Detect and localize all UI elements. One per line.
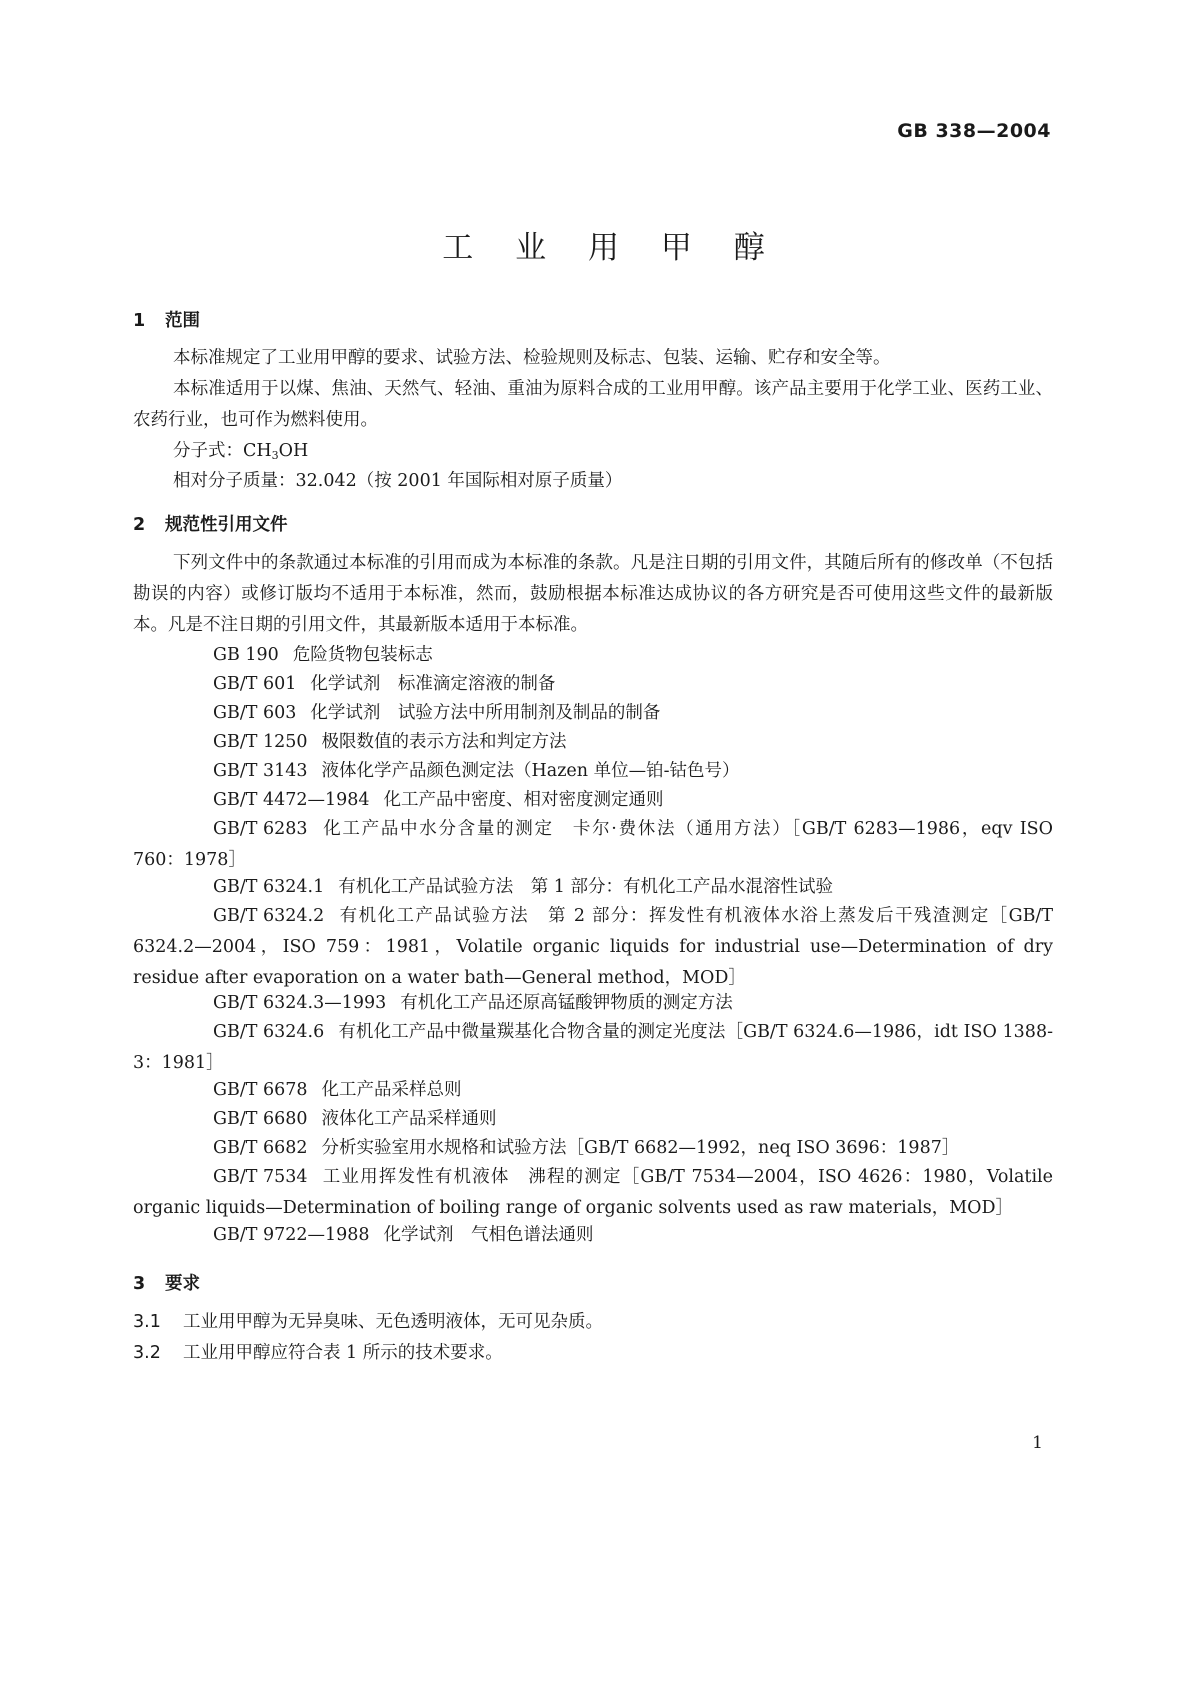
clause-text: 工业用甲醇为无异臭味、无色透明液体，无可见杂质。	[183, 1312, 603, 1332]
reference-item	[133, 698, 1053, 729]
reference-code: GB/T 3143	[213, 761, 308, 781]
reference-code: GB/T 6678	[213, 1080, 308, 1100]
reference-title: 化工产品采样总则	[321, 1080, 462, 1100]
paragraph: 下列文件中的条款通过本标准的引用而成为本标准的条款。凡是注日期的引用文件，其随后所有的修改单（不包括勘误的内容）或修订版均不适用于本标准，然而，鼓励根据本标准达成协议的各方研究是否可使用这些文件的最新版本。凡是不注日期的引用文件，其最新版本适用于本标准。	[133, 553, 1053, 635]
section-number: 1	[133, 311, 146, 331]
reference-code: GB/T 6682	[213, 1138, 308, 1158]
formula-subscript: 3	[271, 449, 279, 462]
reference-title: 危险货物包装标志	[292, 645, 433, 665]
reference-code: GB/T 6283	[213, 819, 308, 839]
reference-title: 有机化工产品试验方法 第 1 部分：有机化工产品水混溶性试验	[338, 877, 833, 897]
reference-item	[133, 640, 1053, 671]
molecular-mass: 相对分子质量：32.042（按 2001 年国际相对原子质量）	[173, 471, 623, 491]
reference-title: 化学试剂 气相色谱法通则	[383, 1225, 594, 1245]
reference-code: GB/T 4472—1984	[213, 790, 370, 810]
reference-title: 有机化工产品还原高锰酸钾物质的测定方法	[400, 993, 733, 1013]
reference-item	[133, 1133, 1053, 1164]
formula-label: 分子式：CH	[173, 441, 272, 461]
reference-item	[133, 901, 1053, 994]
clause-item	[133, 1307, 603, 1338]
paragraph: 本标准规定了工业用甲醇的要求、试验方法、检验规则及标志、包装、运输、贮存和安全等。	[173, 348, 891, 368]
reference-item	[133, 727, 1053, 758]
reference-item	[133, 1220, 1053, 1251]
reference-title: 化工产品中水分含量的测定 卡尔·费休法（通用方法）［GB/T 6283—1986，eqv ISO 760：1978］	[133, 819, 1053, 870]
reference-title: 极限数值的表示方法和判定方法	[321, 732, 567, 752]
clause-number: 3.1	[133, 1312, 161, 1332]
reference-item	[133, 1075, 1053, 1106]
reference-title: 有机化工产品中微量羰基化合物含量的测定光度法［GB/T 6324.6—1986，idt ISO 1388-3：1981］	[133, 1022, 1053, 1073]
clause-number: 3.2	[133, 1343, 161, 1363]
formula-tail: OH	[278, 441, 309, 461]
section-number: 3	[133, 1274, 146, 1294]
reference-title: 有机化工产品试验方法 第 2 部分：挥发性有机液体水浴上蒸发后干残渣测定［GB/T 6324.2—2004，ISO 759：1981，Volatile organic liquids for industrial use—Determination of dry residue after evaporation on a water bath—General method，MOD］	[133, 906, 1053, 988]
reference-title: 化学试剂 标准滴定溶液的制备	[310, 674, 556, 694]
section-1-heading	[133, 307, 200, 332]
document-title: 工 业 用 甲 醇	[442, 230, 781, 266]
reference-title: 工业用挥发性有机液体 沸程的测定［GB/T 7534—2004，ISO 4626：1980，Volatile organic liquids—Determination of boiling range of organic solvents used as raw materials，MOD］	[133, 1167, 1053, 1218]
reference-title: 化学试剂 试验方法中所用制剂及制品的制备	[310, 703, 661, 723]
section-3-heading	[133, 1270, 200, 1295]
clause-text: 工业用甲醇应符合表 1 所示的技术要求。	[183, 1343, 503, 1363]
section-title: 要求	[165, 1274, 200, 1294]
reference-title: 液体化学产品颜色测定法（Hazen 单位—铂-钴色号）	[321, 761, 740, 781]
reference-code: GB/T 601	[213, 674, 297, 694]
section-title: 规范性引用文件	[165, 515, 288, 535]
reference-code: GB/T 6324.1	[213, 877, 325, 897]
section-title: 范围	[165, 311, 200, 331]
section-number: 2	[133, 515, 146, 535]
reference-item	[133, 785, 1053, 816]
reference-item	[133, 1017, 1053, 1079]
reference-title: 化工产品中密度、相对密度测定通则	[383, 790, 664, 810]
paragraph: 本标准适用于以煤、焦油、天然气、轻油、重油为原料合成的工业用甲醇。该产品主要用于化学工业、医药工业、农药行业，也可作为燃料使用。	[133, 379, 1053, 430]
reference-code: GB/T 6324.2	[213, 906, 325, 926]
reference-title: 分析实验室用水规格和试验方法［GB/T 6682—1992，neq ISO 3696：1987］	[321, 1138, 960, 1158]
reference-item	[133, 756, 1053, 787]
reference-item	[133, 988, 1053, 1019]
reference-code: GB/T 603	[213, 703, 297, 723]
reference-title: 液体化工产品采样通则	[321, 1109, 497, 1129]
reference-code: GB/T 6680	[213, 1109, 308, 1129]
reference-item	[133, 669, 1053, 700]
reference-code: GB/T 9722—1988	[213, 1225, 370, 1245]
reference-item	[133, 1162, 1053, 1224]
page-number: 1	[1032, 1433, 1043, 1453]
reference-code: GB/T 1250	[213, 732, 308, 752]
reference-item	[133, 814, 1053, 876]
clause-item	[133, 1338, 503, 1369]
reference-code: GB/T 6324.6	[213, 1022, 325, 1042]
reference-item	[133, 872, 1053, 903]
reference-code: GB 190	[213, 645, 279, 665]
reference-item	[133, 1104, 1053, 1135]
standard-code: GB 338—2004	[897, 120, 1051, 142]
section-2-heading	[133, 511, 288, 536]
reference-code: GB/T 6324.3—1993	[213, 993, 387, 1013]
reference-code: GB/T 7534	[213, 1167, 308, 1187]
